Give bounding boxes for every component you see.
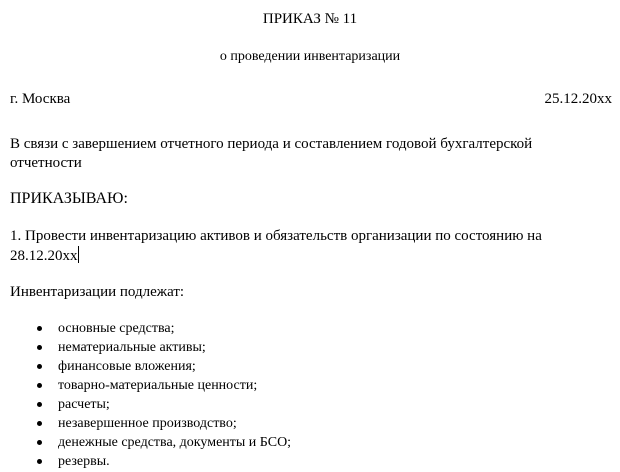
list-item-label: денежные средства, документы и БСО; [58,435,292,450]
list-item [0,319,291,338]
document-title: ПРИКАЗ № 11 [262,11,358,27]
text-cursor [78,246,79,263]
order-heading: ПРИКАЗЫВАЮ: [10,190,128,207]
list-item [0,338,291,357]
bullet-icon [37,402,42,407]
list-item-label: незавершенное производство; [58,416,237,431]
subject-intro: Инвентаризации подлежат: [10,284,185,300]
bullet-icon [37,345,42,350]
bullet-icon [37,364,42,369]
document-city: г. Москва [10,91,71,107]
list-item-label: товарно-материальные ценности; [58,378,258,393]
order-item-1-text: 1. Провести инвентаризацию активов и обязательств организации по состоянию на 28.12.20хх [10,228,542,264]
intro-paragraph: В связи с завершением отчетного периода и составлением годовой бухгалтерской отчетности [10,136,533,171]
inventory-list [0,319,291,471]
bullet-icon [37,383,42,388]
list-item [0,433,291,452]
list-item [0,357,291,376]
list-item [0,376,291,395]
list-item-label: основные средства; [58,321,175,336]
list-item [0,414,291,433]
document-date: 25.12.20хх [544,91,612,107]
bullet-icon [37,440,42,445]
bullet-icon [37,459,42,464]
bullet-icon [37,326,42,331]
list-item [0,395,291,414]
document-subtitle: о проведении инвентаризации [219,49,401,64]
list-item-label: нематериальные активы; [58,340,206,355]
bullet-icon [37,421,42,426]
list-item [0,452,291,471]
list-item-label: финансовые вложения; [58,359,196,374]
order-item-1 [10,227,600,266]
list-item-label: расчеты; [58,397,110,412]
list-item-label: резервы. [58,454,110,469]
